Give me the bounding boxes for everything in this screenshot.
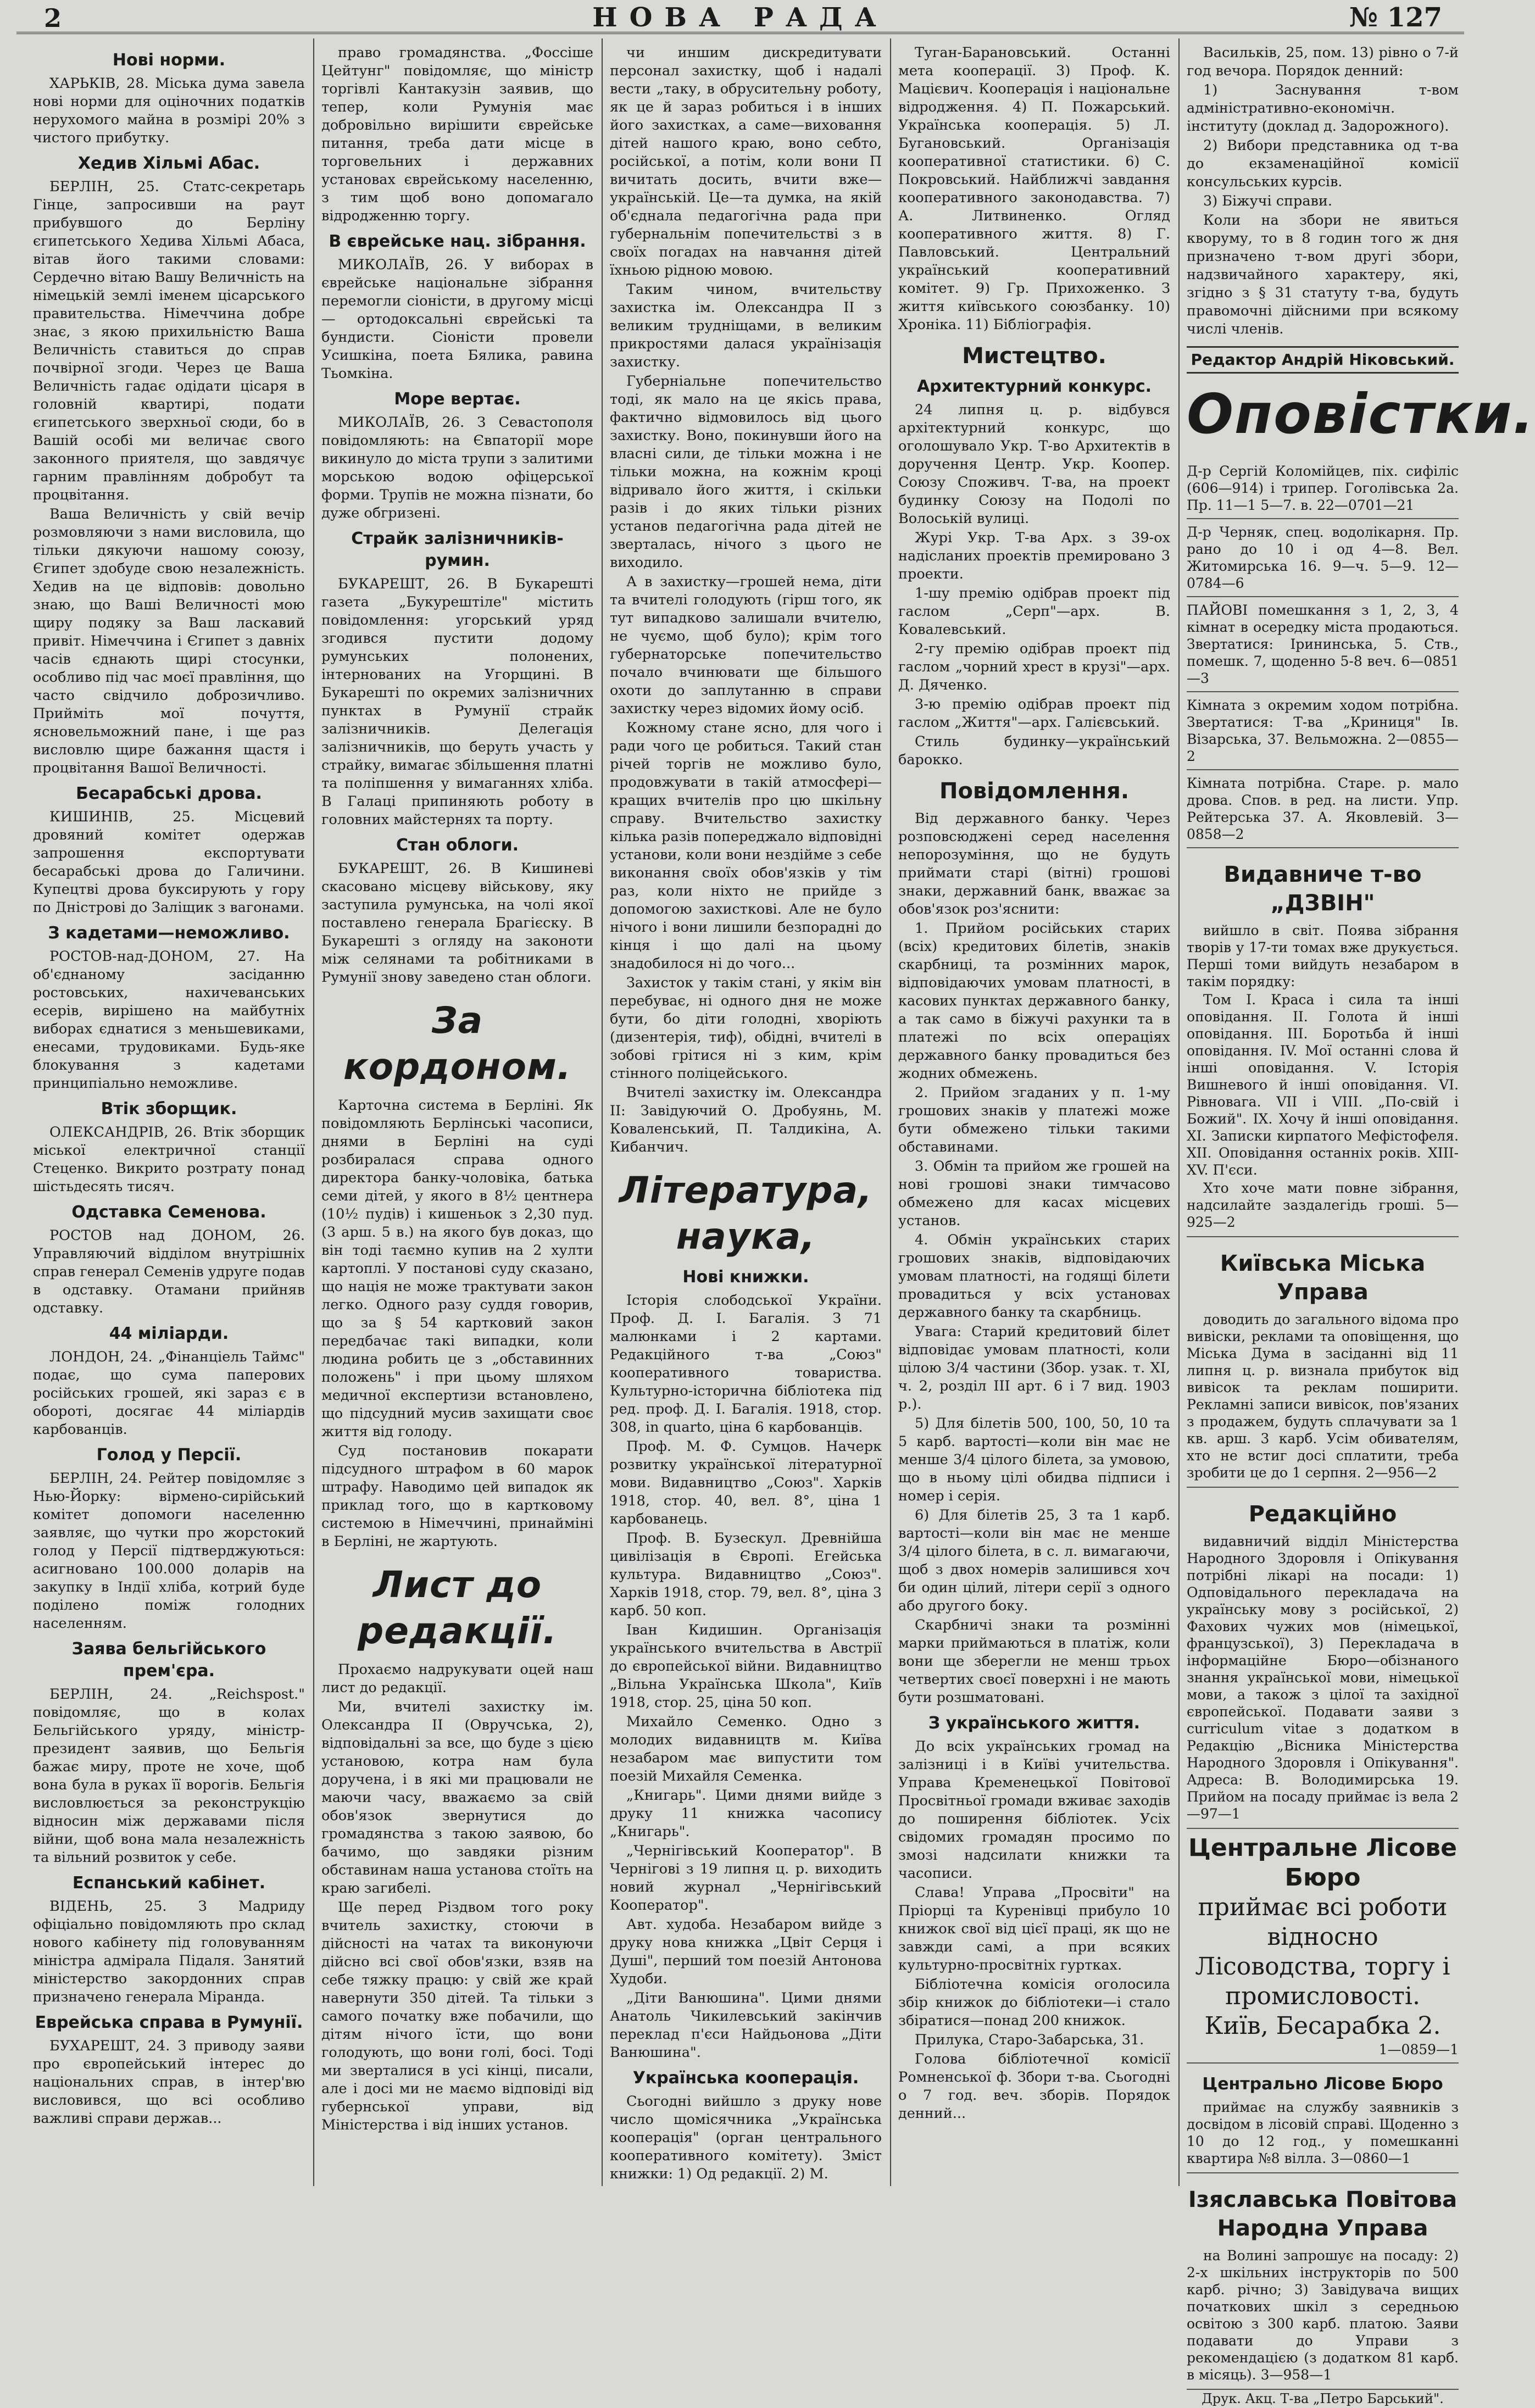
article-paragraph: МИКОЛАЇВ, 26. З Севастополя повідомляють: на Євпаторії море викинуло до міста трупи з залитими морською водою офіцерської форми. Трупів не можна пізнати, бо дуже обгризені. xyxy=(321,414,593,521)
classified-ad: Д-р Сергій Коломійцев, піх. сифіліс (606—914) і трипер. Гоголівська 2а. Пр. 11—1 5—7. в. 22—0701—21 xyxy=(1187,458,1459,519)
column-5 xyxy=(1187,44,1535,2406)
redaktsiya-body: видавничий відділ Міністерства Народного Здоровля і Опікування потрібні лікарі на посади: 1) Одповідального перекладача на українську мову з російської, 2) Фахових чужих мов (німецької, французської), 3) Перекладача в інформаційне Бюро—обізнаного знання української мови, німецької мови, а також з цілої та західної європейської. Подавати заяви з curriculum vitae з додатком в Редакцію „Вісника Міністерства Народного Здоровля і Опікування". Адреса: В. Володимирська 19. Прийом на посаду приймає із вела 2—97—1 xyxy=(1187,1533,1459,1822)
rubric-heading: За кордоном. xyxy=(343,999,571,1088)
ads-heading: Оповістки. xyxy=(1187,382,1535,446)
article-paragraph: Губерніальне попечительство тоді, як мало на це якісь права, фактично відмовилось від цього захистку. Воно, покинувши його на власні сили, де тільки можна і не тільки можна, на кожнім кроці відривало його життя, і скільки разів і до яких тільки різних установ педагогічна рада дітей не зверталась, нічого з цього не виходило. xyxy=(610,373,882,571)
article-paragraph: 3-ю премію одібрав проект під гаслом „Життя"—арх. Галієвський. xyxy=(898,696,1170,731)
article-paragraph: 1-шу премію одібрав проект під гаслом „Серп"—арх. В. Ковалевський. xyxy=(898,585,1170,638)
article-paragraph: КИШИНІВ, 25. Місцевий дровяний комітет одержав запрошення експортувати бесарабські дрова до Галичини. Купецтві дрова буксирують у гору по Дністрові до Заліщик з вагонами. xyxy=(33,809,305,916)
article-paragraph: БЕРЛІН, 24. „Reichspost." повідомляє, що в колах Бельгійського уряду, міністр-президент заявив, що Бельгія бажає миру, проте не хоче, щоб вона була в руках її ворогів. Бельгія висловлюється за реконструкцію відносин між державами після війни, щоб вона мала незалежність та вільний розвиток у себе. xyxy=(33,1686,305,1866)
article-paragraph: РОСТОВ-над-ДОНОМ, 27. На об'єднаному засіданню ростовських, нахичеванських есерів, вирішено на майбутніх виборах єднатися з меньшевиками, енесами, трудовиками. Будь-яке блокування з кадетами принципіально неможливе. xyxy=(33,948,305,1092)
article-paragraph: 6) Для білетів 25, 3 та 1 карб. вартості—коли він має не менше 3/4 цілого білета, в с. л. вимагаючи, щоб з двох номерів залишився хоч би один цілий, літери серії з одного або другого боку. xyxy=(898,1507,1170,1614)
column-divider xyxy=(602,38,603,2186)
article-paragraph: Суд постановив покарати підсудного штрафом в 60 марок штрафу. Наводимо цей випадок як приклад того, що в картковому системою в Німеччині, принайміні в Берліні, не жартують. xyxy=(321,1443,593,1550)
section-heading: Еврейська справа в Румунії. xyxy=(35,2013,303,2032)
article-paragraph: 1. Прийом російських старих (всіх) кредитових білетів, знаків скарбниці, та розмінних марок, відповідаючих умовам платності, в касових пунктах державного банку, а так само в біжучі рахунки та в платежі по всіх операціях державного банку провадиться без жодних обмежень. xyxy=(898,920,1170,1082)
section-heading: Втік зборщик. xyxy=(101,1099,237,1119)
column-1 xyxy=(33,44,305,2186)
redaktsiya-title: Редакційно xyxy=(1248,1501,1397,1527)
article-paragraph: Іван Кидишин. Організація українського вчительства в Австрії до європейської війни. Видавництво „Вільна Українська Школа", Київ 1918, стор. 25, ціна 50 коп. xyxy=(610,1622,882,1711)
article-paragraph: ОЛЕКСАНДРІВ, 26. Втік зборщик міської електричної станції Стеценко. Викрито розтрату понад шістьдесять тисяч. xyxy=(33,1124,305,1195)
section-heading: Бесарабські дрова. xyxy=(76,784,262,803)
article-paragraph: ЛОНДОН, 24. „Фінанціель Таймс" подає, що сума паперових російських грошей, які зараз є в обороті, досягає 44 міліардів карбованців. xyxy=(33,1349,305,1438)
forest2-title: Центрально Лісове Бюро xyxy=(1202,2075,1443,2094)
section-heading: Море вертає. xyxy=(394,390,521,409)
article-paragraph: Ми, вчителі захистку ім. Олександра II (Овручська, 2), відповідальні за все, що буде з цією установою, котра нам була доручена, і в які ми працювали не маючи часу, вважаємо за свій обов'язок звернутися до громадянства з такою заявою, бо бачимо, що завдяки різним обставинам наша установа стоїть на краю загибелі. xyxy=(321,1699,593,1897)
article-paragraph: Захисток у такім стані, у якім він перебуває, ні одного дня не може бути, бо діти голодні, хворіють (дизентерія, тиф), обідні, вчителі в зобові грітися ні з ким, крім стінного поліцейського. xyxy=(610,975,882,1082)
article-paragraph: Бібліотечна комісія оголосила збір книжок до бібліотеки—і стало збіратися—понад 200 книжок. xyxy=(898,1976,1170,2029)
classified-ad: ПАЙОВІ помешкання з 1, 2, 3, 4 кімнат в осередку міста продаються. Звертатися: Ірининська, 5. Ств., помешк. 7, щоденно 5-8 веч. 6—0851—3 xyxy=(1187,597,1459,692)
forest-address: Київ, Бесарабка 2. xyxy=(1204,2012,1441,2040)
article-paragraph: Проф. В. Бузескул. Древнійша цивілізація в Європі. Егейська культура. Видавництво „Союз". Харків 1918, стор. 79, вел. 8°, ціна 3 карб. 50 коп. xyxy=(610,1530,882,1619)
dzvin-body: вийшло в світ. Поява зібрання творів у 17-ти томах вже друкується. Перші томи вийдуть незабаром в такім порядку: xyxy=(1187,922,1459,989)
forest-title: Центральне Лісове Бюро xyxy=(1188,1834,1457,1892)
section-heading: Нові норми. xyxy=(112,51,226,70)
column-4 xyxy=(898,44,1170,2186)
article-paragraph: 3) Біжучі справи. xyxy=(1203,193,1333,209)
kyiv-city-ad xyxy=(1187,1237,1459,1488)
forest-num: 1—0859—1 xyxy=(1378,2042,1459,2057)
article-paragraph: Авт. худоба. Незабаром вийде з друку нова книжка „Цвіт Серця і Душі", перший том поезій Антонова Худоби. xyxy=(610,1916,882,1987)
section-heading: Страйк залізничників-румин. xyxy=(351,529,564,570)
article-paragraph: 2. Прийом згаданих у п. 1-му грошових знаків у платежі може бути обмежено тільки такими обставинами. xyxy=(898,1085,1170,1155)
article-paragraph: До всіх українських громад на залізниці і в Київі учительства. Управа Кременецької Повітової Просвітньої громади вживає заходів до поширення бібліотек. Усіх свідомих громадян просимо по змозі надсилати книжки та часописи. xyxy=(898,1738,1170,1882)
section-heading: Архитектурний конкурс. xyxy=(916,377,1152,396)
dzvin-ad xyxy=(1187,848,1459,1237)
article-paragraph: 3. Обмін та прийом же грошей на нові грошові знаки тимчасово обмежено для касах місцевих установ. xyxy=(898,1158,1170,1229)
article-paragraph: „Діти Ванюшина". Цими днями Анатоль Чикилевський закінчив переклад п'єси Найдьонова „Діти Ванюшина". xyxy=(610,1990,882,2061)
article-paragraph: Історія слободської України. Проф. Д. І. Багалія. З 71 малюнками і 2 картами. Редакційного т-ва „Союз" кооперативного товариства. Культурно-історична бібліотека під ред. проф. Д. І. Багалія. 1918, стор. 308, in quarto, ціна 6 карбованців. xyxy=(610,1292,882,1436)
section-heading: З українського життя. xyxy=(928,1714,1141,1733)
article-paragraph: Сьогодні вийшло з друку нове число щомісячника „Українська кооперація" (орган центрального кооперативного комітету). Зміст книжки: 1) Од редакції. 2) М. xyxy=(610,2093,882,2182)
kyiv-body: доводить до загального відома про вивіски, реклами та оповіщення, що Міська Дума в засіданні від 11 липня ц. р. визнала прибуток від вивісок та реклам поширити. Рекламні записи вивісок, пов'язаних з продажем, будуть сплачувати за 1 кв. арш. 3 карб. Усім обивателям, хто не встиг досі сплатити, треба зробити це до 1 серпня. 2—956—2 xyxy=(1187,1311,1459,1481)
newspaper-title: НОВА РАДА xyxy=(592,2,888,33)
article-paragraph: БУКАРЕШТ, 26. В Букарешті газета „Букурештіле" містить повідомлення: угорський уряд згодився пустити додому румунських полонених, інтернованих на Угорщині. В Букарешті по окремих залізничних пунктах в Румунії страйк залізничників. Делегація залізничників, що беруть участь у страйку, вимагає збільшення платні та поліпшення у вимаганнях хліба. В Галаці припиняють роботу в головних майстернях та порту. xyxy=(321,576,593,828)
article-paragraph: Васильків, 25, пом. 13) рівно о 7-й год вечора. Порядок денний: xyxy=(1187,45,1459,79)
article-paragraph: Стиль будинку—український барокко. xyxy=(898,733,1170,768)
article-paragraph: Слава! Управа „Просвіти" на Пріорці та Куренівці прибуло 10 книжок свої від цієї праці, як що не завжди самі, а при всяких культурно-просвітніх гуртках. xyxy=(898,1884,1170,1973)
classified-ad: Кімната потрібна. Старе. р. мало дрова. Спов. в ред. на листи. Упр. Рейтерська 37. А. Яковлевій. 3—0858—2 xyxy=(1187,770,1459,848)
article-paragraph: Коли на збори не явиться кворуму, то в 8 годин того ж дня призначено т-вом другі збори, надзвичайного характеру, які, згідно з § 31 статуту т-ва, будуть правомочні дійсними при всякому числі членів. xyxy=(1187,212,1459,337)
classified-ad: Д-р Черняк, спец. водолікарня. Пр. рано до 10 і од 4—8. Вел. Житомирська 16. 9—ч. 5—9. 12—0784—6 xyxy=(1187,519,1459,597)
redaktsiya-ad xyxy=(1187,1488,1459,1829)
article-paragraph: Голова бібліотечної комісії Ромненської ф. Збори т-ва. Сьогодні о 7 год. веч. зборів. Порядок денний... xyxy=(898,2051,1170,2122)
article-paragraph: 4. Обмін українських старих грошових знаків, відповідаючих умовам платності, на годящі білети провадиться у всіх установах державного банку та скарбниць. xyxy=(898,1232,1170,1321)
section-heading: 44 міліарди. xyxy=(109,1324,229,1343)
kyiv-title: Київська Міська Управа xyxy=(1220,1251,1426,1305)
column-divider xyxy=(1178,38,1180,2186)
section-heading: З кадетами—неможливо. xyxy=(48,924,290,943)
article-paragraph: Карточна система в Берліні. Як повідомляють Берлінські часописи, днями в Берліні на суді розбиралася справа одного директора банку-чоловіка, батька семи дітей, у якого в 8½ центнера (10½ пудів) і кишеньок з 2,30 пуд. (3 арш. 5 в.) на якого був доказ, що він тоді таємно купив на 2 хулти картоплі. У постанові суду сказано, що нація не може трактувати закон легко. Одного разу суддя говорив, що за § 54 картковий закон передбачає такі випадки, коли людина робить це з „обставинних положень" і при цьому шляхом медичної експертизи встановлено, що підсудний мусив захищати своє життя від голоду. xyxy=(321,1097,593,1440)
article-paragraph: 24 липня ц. р. відбувся архітектурний конкурс, що оголошувало Укр. Т-во Архитектів в доручення Центр. Укр. Коопер. Союзу Споживч. Т-ва, на проект будинку Союзу на Подолі по Волоській вулиці. xyxy=(898,402,1170,527)
article-paragraph: Кожному стане ясно, для чого і ради чого це робиться. Такий стан річей торгів не можливо було, продовжувати в такій атмосфері—кращих вчителів про цю шкільну справу. Вчительство захистку кілька разів попереджало відповідні установи, коли вони нездійме з себе виконання своїх обов'язків у тім раз, коли ніхто не прийде з допомогою захисткові. Але не було нічого і вони лишили безпорадні до кінця і що далі на цьому знадобилося ні до чого... xyxy=(610,720,882,972)
article-paragraph: БУКАРЕШТ, 26. В Кишиневі скасовано місцеву військову, яку заступила румунська, на чолі якої поставлено генерала Брагієску. В Букарешті з огляду на законоти між селянами та робітниками в Румунії знову заведено стан облоги. xyxy=(321,860,593,986)
article-paragraph: Проф. М. Ф. Сумцов. Начерк розвитку української літературної мови. Видавництво „Союз". Харків 1918, стор. 40, вел. 8°, ціна 1 карбованець. xyxy=(610,1438,882,1527)
printer-line: Друк. Акц. Т-ва „Петро Барський". xyxy=(1202,2391,1444,2406)
section-heading: Еспанський кабінет. xyxy=(72,1873,266,1893)
section-heading: В єврейське нац. зібрання. xyxy=(329,232,586,251)
article-paragraph: Скарбничі знаки та розмінні марки приймаються в платіж, коли вони ще зберегли не менш трьох четвертих своєї поверхні і не мають бути розшматовані. xyxy=(898,1617,1170,1706)
masthead xyxy=(16,0,1464,34)
article-paragraph: МИКОЛАЇВ, 26. У виборах в єврейське національне зібрання перемогли сіоністи, в другому місці — ортодоксальні єврейські та бундисти. Сіоністи провели Усишкіна, поета Бялика, равина Тьомкіна. xyxy=(321,257,593,382)
article-paragraph: „Книгарь". Цими днями вийде з друку 11 книжка часопису „Книгарь". xyxy=(610,1787,882,1840)
section-heading: Нові книжки. xyxy=(682,1267,809,1287)
article-paragraph: 1) Заснування т-вом адміністративно-економічн. інституту (доклад д. Задорожного). xyxy=(1187,82,1459,135)
article-paragraph: БЕРЛІН, 24. Рейтер повідомляє з Нью-Йорку: вірмено-сирійський комітет допомоги населенню заявляє, що чутки про жорстокий голод у Персії підтверджуються: асигновано 100.000 доларів на закупку в Індії хліба, котрий буде поділено поміж голодних населенням. xyxy=(33,1470,305,1632)
article-paragraph: чи иншим дискредитувати персонал захистку, щоб і надалі вести „таку, в обрусительну роботу, як це й зараз робиться і в інших його захистках, а саме—виховання дітей нашого краю, воно себто, російської, а потім, коли вони П вичитать досить, вчити вже—українській. Це—та думка, на якій об'єднала педагогічна рада при губернальнім попечительстві з в своїх погадах на навчання дітей їхньою рідною мовою. xyxy=(610,45,882,279)
rubric-heading: Лист до редакції. xyxy=(358,1564,557,1652)
article-paragraph: Туган-Барановський. Останні мета кооперації. 3) Проф. К. Мацієвич. Кооперація і національне відродження. 4) П. Пожарський. Українська кооперація. 5) Л. Бугановський. Організація кооперативної статистики. 6) С. Покровський. Найближчі завдання кооперативного законодавства. 7) А. Литвиненко. Огляд кооперативного життя. 8) Г. Павловський. Центральний український кооперативний комітет. 9) Гр. Прихоженко. З життя київського союзбанку. 10) Хроніка. 11) Бібліографія. xyxy=(898,45,1170,333)
section-heading: Повідомлення. xyxy=(939,778,1130,804)
editor-line: Редактор Андрій Ніковський. xyxy=(1187,346,1459,374)
article-paragraph: 2-гу премію одібрав проект під гаслом „чорний хрест в крузі"—арх. Д. Дяченко. xyxy=(898,641,1170,693)
article-paragraph: Прилука, Старо-Забарська, 31. xyxy=(915,2032,1144,2048)
rubric-heading: Література, наука, xyxy=(619,1169,873,1258)
izyaslav-ad xyxy=(1187,2173,1459,2390)
article-paragraph: А в захистку—грошей нема, діти та вчителі голодують (гірш того, як тут випадково залишали вчителю, не чуємо, щоб було); крім того губернаторське попечительство почало вчинювати ще більшого охоти до заплутанню в справи захистку через відомих йому осіб. xyxy=(610,574,882,717)
izyaslav-title: Ізяславська Повітова Народна Управа xyxy=(1188,2187,1458,2241)
forest-body: приймає всі роботи відносно Лісоводства, торгу і промисловості. xyxy=(1195,1893,1450,2010)
column-3 xyxy=(610,44,882,2186)
article-paragraph: ХАРЬКІВ, 28. Міська дума завела нові норми для оціночних податків нерухомого майна в розмірі 20% з чистого прибутку. xyxy=(33,75,305,146)
article-paragraph: Вчителі захистку ім. Олександра II: Завідуючий О. Дробуянь, М. Коваленський, П. Талдикіна, А. Кибанчич. xyxy=(610,1085,882,1155)
section-heading: Стан облоги. xyxy=(396,836,519,855)
column-divider xyxy=(890,38,891,2186)
article-paragraph: РОСТОВ над ДОНОМ, 26. Управляючий відділом внутрішніх справ генерал Семенів удруге подав в одставку. Отамани прийняв одставку. xyxy=(33,1227,305,1316)
dzvin-list: Том I. Краса і сила та інші оповідання. II. Голота й інші оповідання. III. Боротьба й інші оповідання. IV. Мої останні слова й інші оповідання. V. Історія Вишневого й інші оповідання. VI. Рівновага. VII і VIII. „По-свій і Божий". IX. Хочу й інші оповідання. XI. Записки кирпатого Мефістофеля. XII. Оповідання останніх років. XIII-XV. П'єси. xyxy=(1187,992,1459,1178)
article-paragraph: БЕРЛІН, 25. Статс-секретарь Гінце, запросивши на раут прибувшого до Берліну єгипетського Хедива Хільмі Абаса, вітав його такими словами: Сердечно вітаю Вашу Величність на німецькій землі іменем цісарського правительства. Німеччина добре знає, з якою прихильністю Ваша Величність ставиться до справ почвірної згоди. Через це Ваша Величність гадає одідати цісаря в головній квартирі, подати єгипетського зверхньої сюди, бо в Вашій особі ми величає свого законного приятеля, що завдячує гарним правлінням добробут та процвітання. xyxy=(33,179,305,503)
article-paragraph: Прохаємо надрукувати оцей наш лист до редакції. xyxy=(321,1661,593,1696)
article-paragraph: Журі Укр. Т-ва Арх. з 39-ох надісланих проектів премировано 3 проекти. xyxy=(898,530,1170,582)
section-heading: Голод у Персії. xyxy=(96,1445,242,1465)
article-paragraph: „Чернігівський Кооператор". В Чернігові з 19 липня ц. р. виходить новий журнал „Чернігівський Кооператор". xyxy=(610,1843,882,1914)
article-paragraph: Ваша Величність у свій вечір розмовляючи з нами висловила, що тільки дякуючи нашому союзу, Єгипет здобуде свою незалежність. Хедив на це відповів: довольно знаю, що Ваші Величності мою щиру подяку за Ваш ласкавий привіт. Німеччина і Єгипет з давніх часів єднають щирі стосунки, особливо під час моєї правління, що часто свідчило доброзичливо. Прийміть мої почуття, ясновельможний пане, і ще раз висловлю щире бажання щастя і процвітання Вашої Величності. xyxy=(33,506,305,776)
forest-bureau-ad xyxy=(1187,1829,1459,2064)
section-heading: Заява бельгійського прем'єра. xyxy=(71,1639,266,1681)
section-heading: Хедив Хільмі Абас. xyxy=(77,154,260,173)
article-paragraph: БУХАРЕШТ, 24. З приводу заяви про європейський інтерес до національних справ, в інтер'вю висловився, що всі особливо важливі справи держав... xyxy=(33,2038,305,2127)
section-heading: Одставка Семенова. xyxy=(71,1203,266,1222)
classified-ad: Кімната з окремим ходом потрібна. Звертатися: Т-ва „Криниця" Ів. Візарська, 37. Вельможна. 2—0855—2 xyxy=(1187,692,1459,770)
section-heading: Українська кооперація. xyxy=(632,2068,859,2088)
article-paragraph: Михайло Семенко. Одно з молодих видавництв м. Київа незабаром має випустити том поезій Михайля Семенка. xyxy=(610,1714,882,1784)
article-paragraph: Увага: Старий кредитовий білет відповідає умовам платності, коли цілою 3/4 частини (Збор. узак. т. XI, ч. 2, розділ III арт. 6 і 7 вид. 1903 р.). xyxy=(898,1323,1170,1412)
column-divider xyxy=(313,38,314,2186)
dzvin-title: Видавниче т-во „ДЗВІН" xyxy=(1223,862,1422,916)
article-paragraph: 2) Вибори представника од т-ва до екзаменаційної комісії консульських курсів. xyxy=(1187,137,1459,190)
section-heading: Мистецтво. xyxy=(962,343,1106,369)
izyaslav-body: на Волині запрошує на посаду: 2) 2-х шкільних інструкторів по 500 карб. річно; 3) Завідувача вищих початкових шкіл з середньою освітою з 300 карб. платою. Заяви подавати до Управи з рекомендацією (з додатком 81 карб. в місяць). 3—958—1 xyxy=(1187,2248,1459,2383)
dzvin-footer: Хто хоче мати повне зібрання, надсилайте заздалегідь гроші. 5—925—2 xyxy=(1187,1180,1459,1230)
classified-ads xyxy=(1187,458,1459,848)
article-paragraph: Ще перед Різдвом того року вчитель захистку, стоючи в дійсності на чатах та виконуючи дійсно всі свої обов'язки, взяв на себе тяжку працю: у свій же край навернути 350 дітей. Та тільки з самого початку вже побачили, що дітям нічого їсти, що вони голодують, що вони голі, босі. Тоді ми зверталися в усі кінці, писали, але і досі ми не маємо відповіді від губернської управи, від Міністерства і від інших установ. xyxy=(321,1899,593,2133)
page-number: 2 xyxy=(44,3,62,33)
article-paragraph: ВІДЕНЬ, 25. З Мадриду офіціально повідомляють про склад нового кабінету під головуванням міністра адмірала Підаля. Занятий міністерство закордонних справ призначено генерала Міранда. xyxy=(33,1898,305,2005)
article-paragraph: Таким чином, вчительству захистка ім. Олександра II з великим трудніщами, в великим прикростями далася українізація захистку. xyxy=(610,281,882,370)
forest-bureau-2-ad xyxy=(1187,2064,1459,2173)
article-paragraph: 5) Для білетів 500, 100, 50, 10 та 5 карб. вартості—коли він має не менше 3/4 цілого білета, за умовою, що в ньому цілі обидва підписи і номер і серія. xyxy=(898,1415,1170,1504)
forest2-body: приймає на службу заявників з досвідом в лісовій справі. Щоденно з 10 до 12 год., у помешканні квартира №8 вілла. 3—0860—1 xyxy=(1187,2099,1459,2166)
issue-number: № 127 xyxy=(1349,2,1442,33)
society-notice xyxy=(1187,44,1459,338)
article-paragraph: право громадянства. „Фоссіше Цейтунг" повідомляє, що міністр торгівлі Кантакузін заявив, що тепер, коли Румунія має добровільно вирішити єврейське питання, треба дати місце в торговельних і державних установах єврейському населенню, з тим щоб воно допомагало відродженню торгу. xyxy=(321,45,593,224)
article-paragraph: Від державного банку. Через розповсюджені серед населення непорозуміння, що не будуть приймати старі (вітні) грошові знаки, державний банк, вважає за обов'язок роз'яснити: xyxy=(898,810,1170,917)
column-2 xyxy=(321,44,593,2186)
